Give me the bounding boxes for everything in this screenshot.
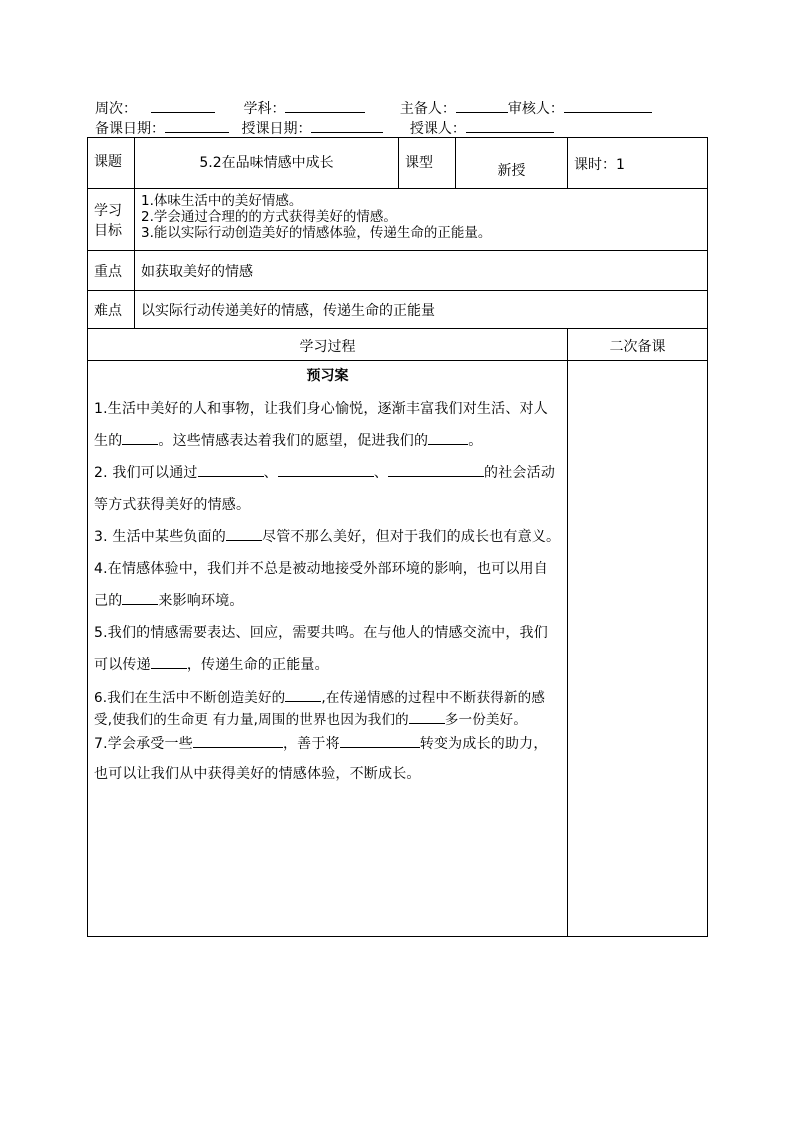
difficulty-label: 难点 [88, 291, 135, 329]
q4-blank-1[interactable] [122, 588, 158, 605]
key-label: 重点 [88, 251, 135, 291]
prep-date-blank[interactable] [165, 118, 229, 133]
objective-item: 1.体味生活中的美好情感。 [141, 193, 303, 209]
q3-text-a: 3. 生活中某些负面的 [94, 529, 227, 545]
process-header: 学习过程 [88, 329, 568, 361]
q7-text-a: 7.学会承受一些 [94, 736, 193, 752]
teacher-label: 授课人： [409, 121, 466, 137]
objectives-row [88, 189, 708, 251]
q3-blank-1[interactable] [226, 524, 262, 541]
preparer-blank[interactable] [456, 98, 508, 113]
type-label: 课型 [399, 138, 456, 189]
q2-blank-3[interactable] [388, 460, 484, 477]
q5-blank-1[interactable] [151, 652, 187, 669]
subject-blank[interactable] [285, 98, 365, 113]
prep-date-label: 备课日期： [95, 121, 165, 137]
q2-text-a: 2. 我们可以通过 [94, 465, 198, 481]
second-prep-area[interactable] [568, 361, 708, 937]
q5-text-a: 5.我们的情感需要表达、回应，需要共鸣。在与他人的情感交流中，我们可以传递 [94, 625, 548, 673]
objectives-label-line-2: 目标 [94, 223, 122, 239]
q2-blank-2[interactable] [278, 460, 374, 477]
header-row-1 [95, 98, 652, 118]
second-prep-header: 二次备课 [568, 329, 708, 361]
question-6 [94, 685, 561, 729]
type-value: 新授 [456, 138, 568, 189]
process-body-row [88, 361, 708, 937]
q2-text-b: 的社会活动等方式获得美好的情感。 [94, 465, 556, 513]
question-4 [94, 553, 561, 617]
subject-label: 学科： [243, 101, 286, 117]
q3-text-b: 尽管不那么美好，但对于我们的成长也有意义。 [262, 529, 561, 545]
key-value: 如获取美好的情感 [135, 251, 708, 291]
lesson-plan-table [87, 137, 708, 937]
q4-text-b: 来影响环境。 [158, 593, 244, 609]
q6-blank-2[interactable] [409, 707, 445, 724]
week-label: 周次： [95, 101, 137, 117]
q6-text-c: 多一份美好。 [444, 712, 528, 728]
question-2 [94, 457, 561, 521]
reviewer-blank[interactable] [564, 98, 652, 113]
topic-row [88, 138, 708, 189]
process-header-row [88, 329, 708, 361]
preview-title: 预习案 [306, 368, 349, 384]
topic-value: 5.2在品味情感中成长 [135, 138, 399, 189]
teach-date-blank[interactable] [311, 118, 383, 133]
topic-label: 课题 [88, 138, 135, 189]
q2-blank-1[interactable] [198, 460, 264, 477]
question-7 [94, 729, 561, 789]
question-5 [94, 617, 561, 681]
key-row [88, 251, 708, 291]
q2-sep-1: 、 [263, 465, 278, 481]
teacher-blank[interactable] [466, 118, 554, 133]
q4-text-a: 4.在情感体验中，我们并不总是被动地接受外部环境的影响，也可以用自己的 [94, 561, 548, 609]
q7-text-b: ，善于将 [282, 736, 340, 752]
q1-blank-1[interactable] [122, 428, 158, 445]
q6-text-b: ,在传递情感的过程中不断获得新的感受,使我们的生命更 有力量,周围的世界也因为我们的 [94, 690, 546, 728]
q1-text-a: 1.生活中美好的人和事物，让我们身心愉悦，逐渐丰富我们对生活、对人生的 [94, 401, 548, 449]
week-blank[interactable] [151, 98, 215, 113]
q6-blank-1[interactable] [285, 685, 321, 702]
objective-item: 3.能以实际行动创造美好的情感体验，传递生命的正能量。 [141, 225, 492, 241]
header-row-2 [95, 118, 554, 138]
q7-text-c: 转变为成长的助力，也可以让我们从中获得美好的情感体验，不断成长。 [94, 736, 548, 782]
question-1 [94, 393, 561, 457]
difficulty-row [88, 291, 708, 329]
q1-blank-2[interactable] [428, 428, 468, 445]
reviewer-label: 审核人： [507, 101, 564, 117]
q6-text-a: 6.我们在生活中不断创造美好的 [94, 690, 286, 706]
objectives-label-line-1: 学习 [94, 203, 122, 219]
objective-item: 2.学会通过合理的的方式获得美好的情感。 [141, 209, 397, 225]
preparer-label: 主备人： [399, 101, 456, 117]
q2-sep-2: 、 [373, 465, 389, 481]
difficulty-value: 以实际行动传递美好的情感，传递生命的正能量 [135, 291, 708, 329]
question-3 [94, 521, 561, 553]
process-content [88, 361, 568, 937]
objectives-label [88, 189, 135, 251]
teach-date-label: 授课日期： [241, 121, 312, 137]
objectives-list [135, 189, 708, 251]
q1-text-c: 。 [468, 433, 483, 449]
q7-blank-1[interactable] [193, 731, 283, 748]
q5-text-b: ，传递生命的正能量。 [186, 657, 329, 673]
q7-blank-2[interactable] [340, 731, 420, 748]
hours-label: 课时：1 [568, 138, 708, 189]
q1-text-b: 。这些情感表达着我们的愿望，促进我们的 [158, 433, 429, 449]
